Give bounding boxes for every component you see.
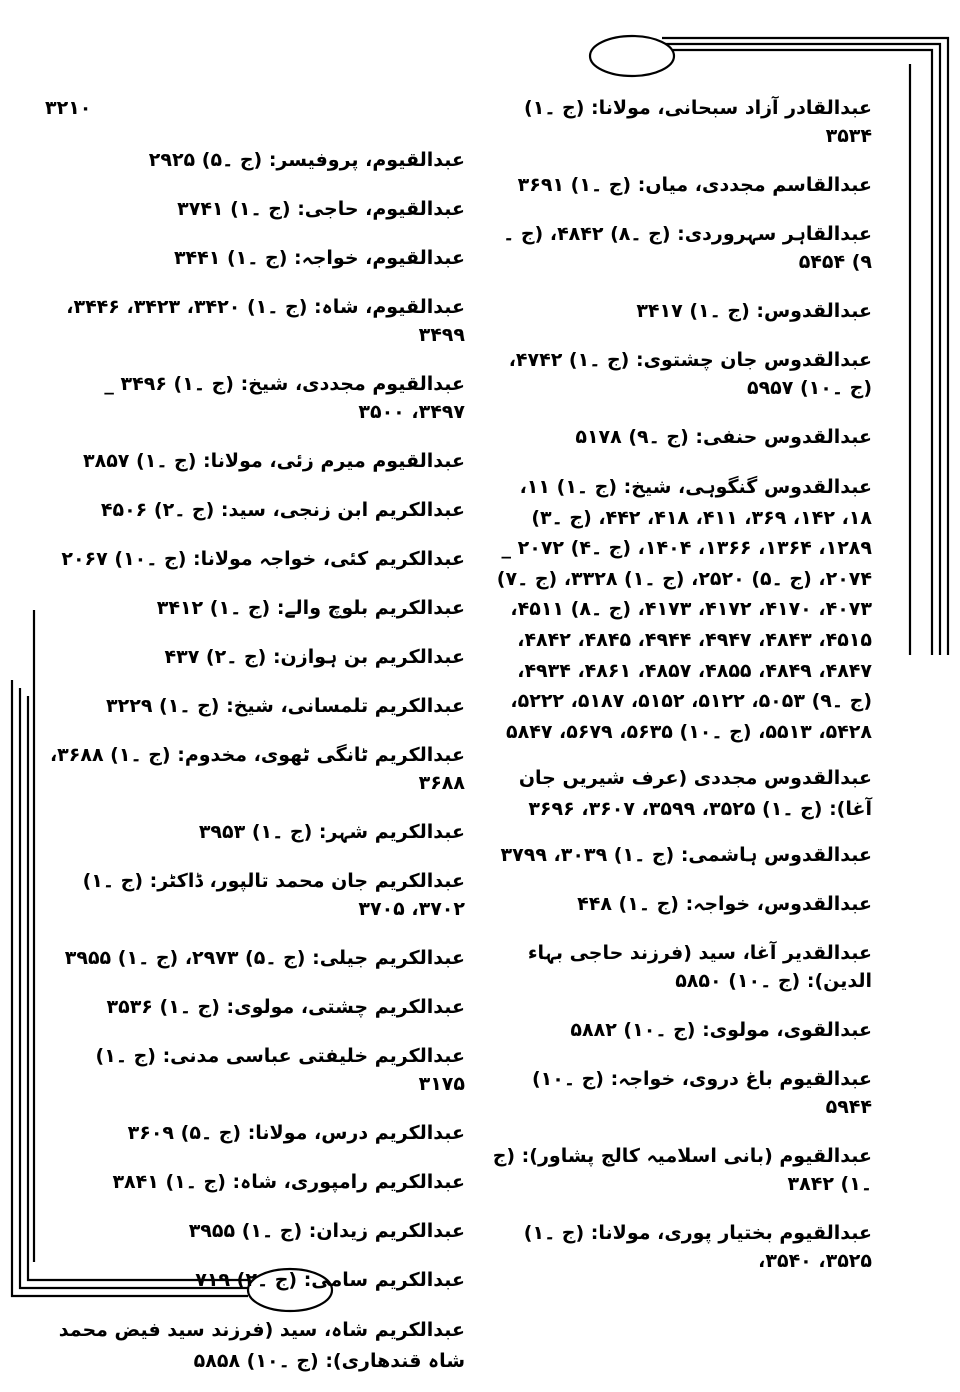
right-entry: عبدالقاہر سہروردی: (ج ۔۸) ۴۸۴۲، (ج ۔۹) ۵۴۵۴ xyxy=(503,223,872,273)
right-entry: عبدالقدوس مجددی (عرف شیریں جان آغا): (ج ۔۱) ۳۵۲۵، ۳۵۹۹، ۳۶۰۷، ۳۶۹۶ xyxy=(518,767,872,820)
left-entry: عبدالکریم درس، مولانا: (ج ۔۵) ۳۶۰۹ xyxy=(127,1122,465,1144)
left-entry: عبدالقیوم، شاہ: (ج ۔۱) ۳۴۲۰، ۳۴۲۳، ۳۴۴۶، ۳۴۹۹ xyxy=(66,296,465,346)
left-entry: عبدالقیوم، خواجہ: (ج ۔۱) ۳۴۴۱ xyxy=(173,247,465,269)
left-entry: عبدالکریم شہر: (ج ۔۱) ۳۹۵۳ xyxy=(198,821,465,843)
left-entry: عبدالکریم کئی، خواجہ مولانا: (ج ۔۱۰) ۲۰۶۷ xyxy=(61,548,465,570)
left-entry: عبدالقیوم میرم زئی، مولانا: (ج ۔۱) ۳۸۵۷ xyxy=(83,450,465,472)
left-entry: عبدالکریم ٹانگی ٹھوی، مخدوم: (ج ۔۱) ۳۶۸۸، ۳۶۸۸ xyxy=(49,744,465,794)
left-entry: عبدالکریم سامی: (ج ۔۲) ۷۱۹ xyxy=(195,1269,465,1291)
left-entry: عبدالکریم زیدان: (ج ۔۱) ۳۹۵۵ xyxy=(188,1220,465,1242)
left-entry: عبدالقیوم، حاجی: (ج ۔۱) ۳۷۴۱ xyxy=(177,198,465,220)
right-entry: عبدالقیوم (بانی اسلامیہ کالج پشاور): (ج ۔۱) ۳۸۴۲ xyxy=(492,1144,872,1195)
right-entry: عبدالقدوس جان چشتوی: (ج ۔۱) ۴۷۴۲، (ج ۔۱۰) ۵۹۵۷ xyxy=(508,349,872,399)
left-entry: عبدالکریم چشتی، مولوی: (ج ۔۱) ۳۵۳۶ xyxy=(106,996,465,1018)
left-entry: عبدالکریم تلمسانی، شیخ: (ج ۔۱) ۳۲۲۹ xyxy=(106,695,465,717)
left-entry: عبدالکریم شاہ، سید (فرزند سید فیض محمد شاہ قندھاری): (ج ۔۱۰) ۵۸۵۸ xyxy=(58,1319,465,1372)
left-entry: عبدالقیوم مجددی، شیخ: (ج ۔۱) ۳۴۹۶ _ ۳۴۹۷، ۳۵۰۰ xyxy=(104,373,465,423)
right-entry: عبدالقدوس گنگوہی، شیخ: (ج ۔۱) ۱۱، ۱۸، ۱۴۲، ۳۶۹، ۴۱۱، ۴۱۸، ۴۴۲، (ج ۔۳) ۱۲۸۹، ۱۳۶۴، ۱۳۶۶، ۱۴۰۴، (ج ۔۴) ۲۰۷۲ _ ۲۰۷۴، (ج ۔۵) ۲۵۲۰، (ج ۔۱) ۳۳۲۸، (ج ۔۷) ۴۰۷۳، ۴۱۷۰، ۴۱۷۲، ۴۱۷۳، (ج ۔۸) ۴۵۱۱، ۴۵۱۵، ۴۸۴۳، ۴۹۴۷، ۴۹۴۴، ۴۸۴۵، ۴۸۴۲، ۴۸۴۷، ۴۸۴۹، ۴۸۵۵، ۴۸۵۷، ۴۸۶۱، ۴۹۳۴، (ج ۔۹) ۵۰۵۳، ۵۱۲۲، ۵۱۵۲، ۵۱۸۷، ۵۲۲۲، ۵۴۲۸، ۵۵۱۳، (ج ۔۱۰) ۵۶۳۵، ۵۶۷۹، ۵۸۴۷ xyxy=(496,476,872,743)
left-entry: عبدالکریم رامپوری، شاہ: (ج ۔۱) ۳۸۴۱ xyxy=(112,1171,465,1193)
right-entry: عبدالقدوس حنفی: (ج ۔۹) ۵۱۷۸ xyxy=(575,426,872,448)
left-entry: عبدالقیوم، پروفیسر: (ج ۔۵) ۲۹۲۵ xyxy=(148,149,465,171)
right-column xyxy=(492,94,872,1296)
left-entry: عبدالکریم جیلی: (ج ۔۵) ۲۹۷۳، (ج ۔۱) ۳۹۵۵ xyxy=(64,947,465,969)
right-entry: عبدالقدوس، خواجہ: (ج ۔۱) ۴۴۸ xyxy=(577,892,872,915)
right-entry: عبدالقدوس ہاشمی: (ج ۔۱) ۳۰۳۹، ۳۷۹۹ xyxy=(500,843,872,866)
right-entry: عبدالقدیر آغا، سید (فرزند حاجی بہاء الدین): (ج ۔۱۰) ۵۸۵۰ xyxy=(527,941,872,992)
left-entry: عبدالکریم جان محمد تالپور، ڈاکٹر: (ج ۔۱) ۳۷۰۲، ۳۷۰۵ xyxy=(82,870,465,920)
left-entry: عبدالکریم خلیفتی عباسی مدنی: (ج ۔۱) ۳۱۷۵ xyxy=(95,1045,465,1095)
page-number: ۳۲۱۰ xyxy=(45,97,92,119)
left-entry: عبدالکریم ابن زنجی، سید: (ج ۔۲) ۴۵۰۶ xyxy=(100,499,465,521)
right-entry: عبدالقدوس: (ج ۔۱) ۳۴۱۷ xyxy=(636,300,872,322)
right-entry: عبدالقیوم باغ دروی، خواجہ: (ج ۔۱۰) ۵۹۴۴ xyxy=(531,1067,872,1118)
right-entry: عبدالقوی، مولوی: (ج ۔۱۰) ۵۸۸۲ xyxy=(570,1018,872,1041)
right-entry: عبدالقاسم مجددی، میاں: (ج ۔۱) ۳۶۹۱ xyxy=(517,174,872,196)
right-entry: عبدالقادر آزاد سبحانی، مولانا: (ج ۔۱) ۳۵۳۴ xyxy=(524,97,872,147)
left-entry: عبدالکریم بن ہوازن: (ج ۔۲) ۴۳۷ xyxy=(164,646,465,668)
right-entry: عبدالقیوم بختیار پوری، مولانا: (ج ۔۱) ۳۵۲۵، ۳۵۴۰، xyxy=(523,1221,872,1272)
left-column xyxy=(45,94,465,1392)
left-entry: عبدالکریم بلوچ والے: (ج ۔۱) ۳۴۱۲ xyxy=(156,597,465,619)
